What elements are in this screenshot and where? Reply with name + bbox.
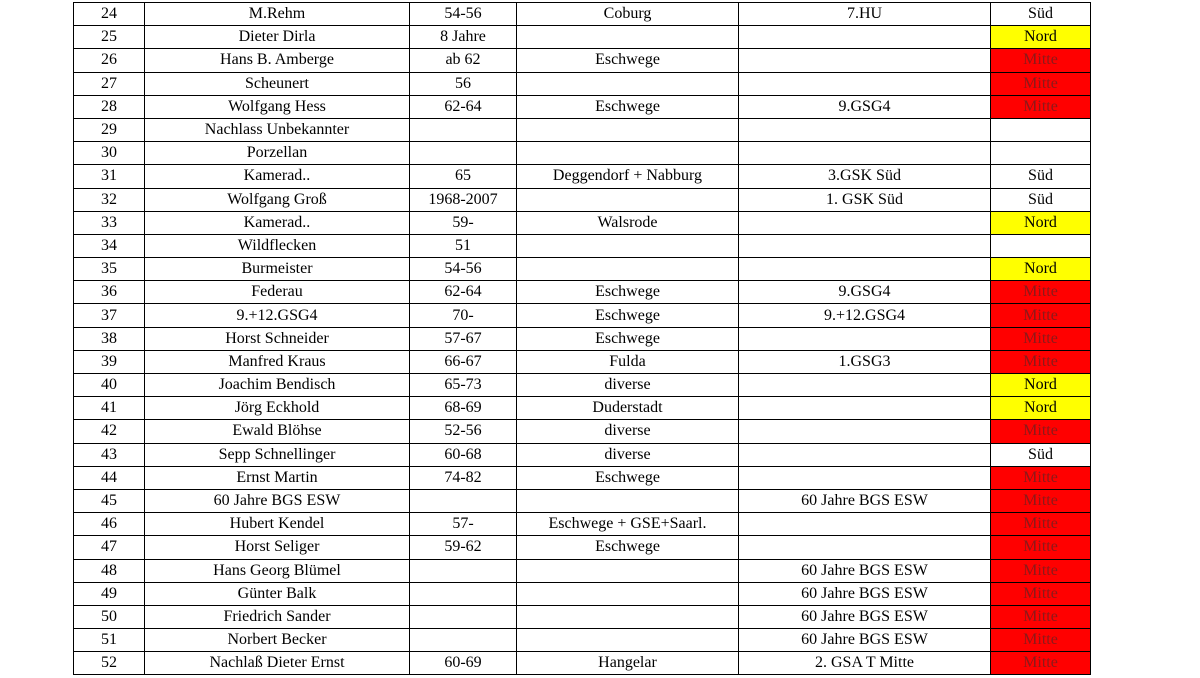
location-cell: diverse: [517, 420, 739, 443]
table-row: [74, 489, 1091, 512]
years-cell: 8 Jahre: [410, 26, 517, 49]
unit-cell: 3.GSK Süd: [739, 165, 991, 188]
location-cell: Hangelar: [517, 652, 739, 675]
name-cell: Wolfgang Hess: [145, 95, 410, 118]
unit-cell: 9.GSG4: [739, 281, 991, 304]
table-row: [74, 559, 1091, 582]
years-cell: [410, 489, 517, 512]
name-cell: Burmeister: [145, 258, 410, 281]
region-cell: Mitte: [991, 582, 1091, 605]
name-cell: Wildflecken: [145, 234, 410, 257]
row-number-cell: 27: [74, 72, 145, 95]
region-cell: Mitte: [991, 652, 1091, 675]
region-cell: Mitte: [991, 72, 1091, 95]
location-cell: [517, 258, 739, 281]
name-cell: Norbert Becker: [145, 629, 410, 652]
row-number-cell: 31: [74, 165, 145, 188]
name-cell: Friedrich Sander: [145, 605, 410, 628]
years-cell: 60-68: [410, 443, 517, 466]
table-row: [74, 26, 1091, 49]
region-cell: Mitte: [991, 281, 1091, 304]
name-cell: Hans Georg Blümel: [145, 559, 410, 582]
region-cell: Mitte: [991, 489, 1091, 512]
location-cell: diverse: [517, 374, 739, 397]
table-row: [74, 536, 1091, 559]
years-cell: 1968-2007: [410, 188, 517, 211]
unit-cell: 1.GSG3: [739, 350, 991, 373]
region-cell: Mitte: [991, 559, 1091, 582]
row-number-cell: 41: [74, 397, 145, 420]
years-cell: 66-67: [410, 350, 517, 373]
unit-cell: 60 Jahre BGS ESW: [739, 582, 991, 605]
name-cell: Scheunert: [145, 72, 410, 95]
region-cell: Nord: [991, 258, 1091, 281]
name-cell: Sepp Schnellinger: [145, 443, 410, 466]
table-row: [74, 72, 1091, 95]
unit-cell: [739, 374, 991, 397]
name-cell: Horst Schneider: [145, 327, 410, 350]
row-number-cell: 44: [74, 466, 145, 489]
table-row: [74, 420, 1091, 443]
location-cell: Eschwege: [517, 304, 739, 327]
unit-cell: [739, 72, 991, 95]
location-cell: [517, 559, 739, 582]
table-row: [74, 188, 1091, 211]
location-cell: Eschwege: [517, 466, 739, 489]
region-cell: Mitte: [991, 49, 1091, 72]
unit-cell: 60 Jahre BGS ESW: [739, 489, 991, 512]
table-row: [74, 327, 1091, 350]
unit-cell: [739, 513, 991, 536]
table-row: [74, 258, 1091, 281]
years-cell: 57-: [410, 513, 517, 536]
unit-cell: [739, 466, 991, 489]
table-row: [74, 118, 1091, 141]
table-row: [74, 629, 1091, 652]
years-cell: 68-69: [410, 397, 517, 420]
region-cell: Nord: [991, 397, 1091, 420]
region-cell: Mitte: [991, 605, 1091, 628]
years-cell: 54-56: [410, 3, 517, 26]
unit-cell: 9.GSG4: [739, 95, 991, 118]
location-cell: [517, 489, 739, 512]
row-number-cell: 30: [74, 142, 145, 165]
table-row: [74, 211, 1091, 234]
table-row: [74, 605, 1091, 628]
row-number-cell: 38: [74, 327, 145, 350]
name-cell: Federau: [145, 281, 410, 304]
region-cell: Mitte: [991, 513, 1091, 536]
name-cell: Porzellan: [145, 142, 410, 165]
name-cell: Nachlass Unbekannter: [145, 118, 410, 141]
unit-cell: 7.HU: [739, 3, 991, 26]
row-number-cell: 28: [74, 95, 145, 118]
region-cell: Süd: [991, 188, 1091, 211]
row-number-cell: 42: [74, 420, 145, 443]
row-number-cell: 43: [74, 443, 145, 466]
years-cell: 62-64: [410, 95, 517, 118]
name-cell: Günter Balk: [145, 582, 410, 605]
years-cell: [410, 142, 517, 165]
location-cell: Duderstadt: [517, 397, 739, 420]
name-cell: M.Rehm: [145, 3, 410, 26]
years-cell: [410, 629, 517, 652]
years-cell: 59-62: [410, 536, 517, 559]
row-number-cell: 48: [74, 559, 145, 582]
years-cell: 62-64: [410, 281, 517, 304]
location-cell: [517, 605, 739, 628]
table-row: [74, 142, 1091, 165]
name-cell: Dieter Dirla: [145, 26, 410, 49]
unit-cell: [739, 397, 991, 420]
location-cell: [517, 188, 739, 211]
table-row: [74, 350, 1091, 373]
region-cell: [991, 142, 1091, 165]
row-number-cell: 46: [74, 513, 145, 536]
region-cell: Süd: [991, 3, 1091, 26]
row-number-cell: 51: [74, 629, 145, 652]
location-cell: Eschwege + GSE+Saarl.: [517, 513, 739, 536]
row-number-cell: 24: [74, 3, 145, 26]
name-cell: Hans B. Amberge: [145, 49, 410, 72]
row-number-cell: 36: [74, 281, 145, 304]
unit-cell: [739, 420, 991, 443]
location-cell: [517, 72, 739, 95]
region-cell: Mitte: [991, 466, 1091, 489]
table-row: [74, 513, 1091, 536]
years-cell: 51: [410, 234, 517, 257]
unit-cell: [739, 234, 991, 257]
unit-cell: 60 Jahre BGS ESW: [739, 605, 991, 628]
location-cell: Fulda: [517, 350, 739, 373]
region-cell: Mitte: [991, 536, 1091, 559]
years-cell: ab 62: [410, 49, 517, 72]
unit-cell: 60 Jahre BGS ESW: [739, 559, 991, 582]
years-cell: [410, 605, 517, 628]
table-row: [74, 281, 1091, 304]
location-cell: Eschwege: [517, 281, 739, 304]
location-cell: Deggendorf + Nabburg: [517, 165, 739, 188]
years-cell: 65: [410, 165, 517, 188]
table-row: [74, 304, 1091, 327]
unit-cell: [739, 536, 991, 559]
name-cell: Hubert Kendel: [145, 513, 410, 536]
years-cell: [410, 582, 517, 605]
row-number-cell: 40: [74, 374, 145, 397]
table-row: [74, 466, 1091, 489]
location-cell: Eschwege: [517, 327, 739, 350]
location-cell: Eschwege: [517, 49, 739, 72]
name-cell: Jörg Eckhold: [145, 397, 410, 420]
row-number-cell: 50: [74, 605, 145, 628]
name-cell: Kamerad..: [145, 165, 410, 188]
location-cell: [517, 629, 739, 652]
location-cell: Eschwege: [517, 95, 739, 118]
region-cell: Nord: [991, 211, 1091, 234]
years-cell: [410, 559, 517, 582]
name-cell: Nachlaß Dieter Ernst: [145, 652, 410, 675]
years-cell: 74-82: [410, 466, 517, 489]
name-cell: Horst Seliger: [145, 536, 410, 559]
table-row: [74, 397, 1091, 420]
row-number-cell: 29: [74, 118, 145, 141]
table-row: [74, 3, 1091, 26]
name-cell: Kamerad..: [145, 211, 410, 234]
name-cell: Ewald Blöhse: [145, 420, 410, 443]
region-cell: Mitte: [991, 304, 1091, 327]
years-cell: 59-: [410, 211, 517, 234]
unit-cell: [739, 443, 991, 466]
name-cell: Joachim Bendisch: [145, 374, 410, 397]
years-cell: 65-73: [410, 374, 517, 397]
unit-cell: 9.+12.GSG4: [739, 304, 991, 327]
unit-cell: [739, 142, 991, 165]
location-cell: [517, 582, 739, 605]
unit-cell: [739, 26, 991, 49]
location-cell: diverse: [517, 443, 739, 466]
row-number-cell: 37: [74, 304, 145, 327]
row-number-cell: 25: [74, 26, 145, 49]
row-number-cell: 32: [74, 188, 145, 211]
table-row: [74, 234, 1091, 257]
table-row: [74, 374, 1091, 397]
row-number-cell: 34: [74, 234, 145, 257]
years-cell: 52-56: [410, 420, 517, 443]
name-cell: 60 Jahre BGS ESW: [145, 489, 410, 512]
row-number-cell: 33: [74, 211, 145, 234]
table-row: [74, 95, 1091, 118]
region-cell: Mitte: [991, 95, 1091, 118]
table-row: [74, 443, 1091, 466]
years-cell: 54-56: [410, 258, 517, 281]
region-cell: Mitte: [991, 327, 1091, 350]
years-cell: 70-: [410, 304, 517, 327]
row-number-cell: 52: [74, 652, 145, 675]
row-number-cell: 45: [74, 489, 145, 512]
location-cell: Eschwege: [517, 536, 739, 559]
name-cell: 9.+12.GSG4: [145, 304, 410, 327]
region-cell: Mitte: [991, 420, 1091, 443]
table-row: [74, 49, 1091, 72]
years-cell: [410, 118, 517, 141]
region-cell: Süd: [991, 443, 1091, 466]
region-cell: Mitte: [991, 629, 1091, 652]
location-cell: Coburg: [517, 3, 739, 26]
row-number-cell: 26: [74, 49, 145, 72]
table-row: [74, 165, 1091, 188]
location-cell: [517, 26, 739, 49]
table-body: [74, 3, 1091, 675]
region-cell: Mitte: [991, 350, 1091, 373]
years-cell: 56: [410, 72, 517, 95]
unit-cell: [739, 211, 991, 234]
collection-table: [73, 2, 1091, 675]
unit-cell: 2. GSA T Mitte: [739, 652, 991, 675]
region-cell: [991, 234, 1091, 257]
years-cell: 60-69: [410, 652, 517, 675]
unit-cell: 1. GSK Süd: [739, 188, 991, 211]
name-cell: Ernst Martin: [145, 466, 410, 489]
location-cell: [517, 142, 739, 165]
table-row: [74, 652, 1091, 675]
years-cell: 57-67: [410, 327, 517, 350]
unit-cell: [739, 49, 991, 72]
row-number-cell: 35: [74, 258, 145, 281]
unit-cell: 60 Jahre BGS ESW: [739, 629, 991, 652]
name-cell: Manfred Kraus: [145, 350, 410, 373]
table-row: [74, 582, 1091, 605]
region-cell: Nord: [991, 26, 1091, 49]
unit-cell: [739, 327, 991, 350]
row-number-cell: 47: [74, 536, 145, 559]
name-cell: Wolfgang Groß: [145, 188, 410, 211]
unit-cell: [739, 258, 991, 281]
region-cell: Süd: [991, 165, 1091, 188]
region-cell: [991, 118, 1091, 141]
location-cell: [517, 234, 739, 257]
location-cell: [517, 118, 739, 141]
row-number-cell: 49: [74, 582, 145, 605]
row-number-cell: 39: [74, 350, 145, 373]
unit-cell: [739, 118, 991, 141]
region-cell: Nord: [991, 374, 1091, 397]
location-cell: Walsrode: [517, 211, 739, 234]
